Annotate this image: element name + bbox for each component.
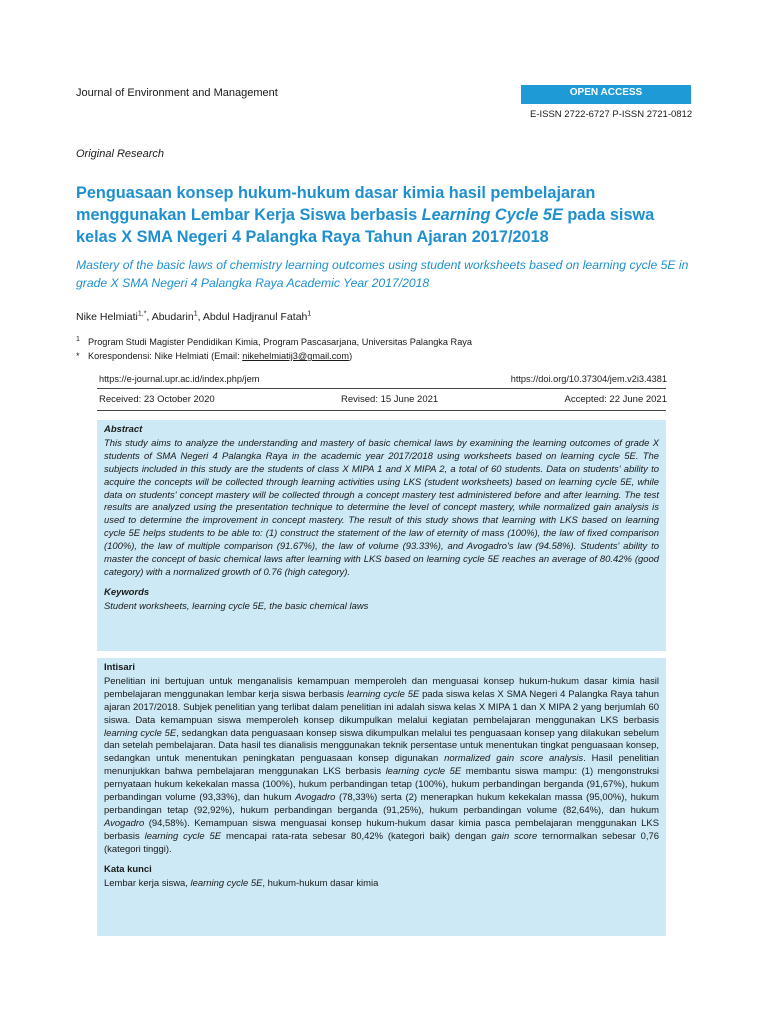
email-link[interactable]: nikehelmiatij3@gmail.com — [242, 351, 350, 361]
open-access-badge: OPEN ACCESS — [521, 85, 691, 104]
keywords-text: Student worksheets, learning cycle 5E, the basic chemical laws — [104, 600, 369, 612]
author-sup: 1 — [193, 310, 198, 318]
revised-date: Revised: 15 June 2021 — [341, 394, 439, 405]
dates-row — [99, 394, 667, 405]
intisari-heading: Intisari — [104, 662, 135, 673]
abstract-heading: Abstract — [104, 424, 143, 435]
accepted-date: Accepted: 22 June 2021 — [564, 394, 667, 405]
kata-kunci-heading: Kata kunci — [104, 863, 152, 875]
abstract-box — [97, 420, 666, 651]
affiliations — [76, 335, 472, 363]
affiliation-1: $^1$ Program Studi Magister Pendidikan Kimia, Program Pascasarjana, Universitas Palangka Raya — [76, 335, 473, 347]
author-sup: 1,* — [137, 310, 147, 318]
kata-kunci-text: Lembar kerja siswa, learning cycle 5E, hukum-hukum dasar kimia — [104, 877, 379, 889]
author-name: Abdul Hadjranul Fatah — [202, 311, 308, 323]
article-type: Original Research — [76, 148, 165, 160]
keywords-heading: Keywords — [104, 586, 150, 598]
author-list: Nike Helmiati$^{1,*}$, Abudarin$^1$, Abdul Hadjranul Fatah$^1$ — [76, 310, 312, 323]
abstract-text: This study aims to analyze the understanding and mastery of basic chemical laws by examining the learning outcomes of grade X students of SMA Negeri 4 Palangka Raya in the academic year 2017/2018 using worksheets based on learning cycle 5E. The subjects included in this study are the students of class X MIPA 1 and X MIPA 2, a total of 60 students. Data on students' ability to acquire the concepts will be collected through learning activities using LKS (student worksheets) based on learning cycle 5E, while data on students' concept mastery will be collected through a concept mastery test administered before and after learning. The test results are analyzed using the presentation technique to determine the level of concept mastery, while normalized gain analysis is used to determine the improvement in concept mastery. The result of this study shows that learning with LKS based on learning cycle 5E helps students to be able to: (1) construct the statement of the law of eternity of mass (100%), the law of fixed comparison (100%), the law of multiple comparison (91.67%), the law of volume (93.33%), and Avogadro's law (94.58%). Students' ability to master the concept of basic chemical laws after learning with LKS based on learning cycle 5E reaches an average of 80.42% (good category) with a normalized growth of 0.76 (high category). — [104, 437, 659, 578]
received-date: Received: 23 October 2020 — [99, 394, 215, 405]
intisari-box — [97, 658, 666, 936]
journal-url[interactable]: https://e-journal.upr.ac.id/index.php/jem — [99, 374, 260, 384]
article-title: Penguasaan konsep hukum-hukum dasar kimia hasil pembelajaran menggunakan Lembar Kerja Siswa berbasis Learning Cycle 5E pada siswa kelas X SMA Negeri 4 Palangka Raya Tahun Ajaran 2017/2018 — [76, 184, 655, 246]
article-subtitle: Mastery of the basic laws of chemistry learning outcomes using student worksheets based on learning cycle 5E in grade X SMA Negeri 4 Palangka Raya Academic Year 2017/2018 — [76, 258, 689, 290]
author-name: Abudarin — [151, 311, 194, 323]
correspondence: * Korespondensi: Nike Helmiati (Email: nikehelmiatij3@gmail.com) — [76, 351, 353, 361]
author-sup: 1 — [307, 310, 312, 318]
divider — [97, 388, 666, 389]
journal-name: Journal of Environment and Management — [76, 87, 278, 99]
links-row — [99, 374, 667, 384]
doi-link[interactable]: https://doi.org/10.37304/jem.v2i3.4381 — [510, 374, 667, 384]
issn: E-ISSN 2722-6727 P-ISSN 2721-0812 — [530, 109, 693, 120]
author-name: Nike Helmiati — [76, 311, 138, 323]
divider — [97, 410, 666, 411]
intisari-text: Penelitian ini bertujuan untuk menganalisis kemampuan memperoleh dan menguasai konsep hukum-hukum dasar kimia hasil pembelajaran menggunakan lembar kerja siswa berbasis learning cycle 5E pada siswa kelas X SMA Negeri 4 Palangka Raya tahun ajaran 2017/2018. Subjek penelitian yang terlibat dalam penelitian ini adalah siswa kelas X MIPA 1 dan X MIPA 2 yang berjumlah 60 siswa. Data kemampuan siswa memperoleh konsep dikumpulkan melalui kegiatan pembelajaran menggunakan LKS berbasis learning cycle 5E, sedangkan data penguasaan konsep siswa dikumpulkan melalui tes penguasaan konsep yang dilakukan sebelum dan setelah pembelajaran. Data hasil tes dianalisis menggunakan teknik persentase untuk menentukan tingkat penguasaan konsep, sedangkan untuk menentukan peningkatan penguasaan konsep digunakan normalized gain score analysis. Hasil penelitian menunjukkan bahwa pembelajaran menggunakan LKS berbasis learning cycle 5E membantu siswa mampu: (1) mengonstruksi pernyataan hukum kekekalan massa (100%), hukum perbandingan tetap (100%), hukum perbandingan berganda (91,67%), hukum perbandingan volume (93,33%), dan hukum Avogadro (78,33%) serta (2) menerapkan hukum kekekalan massa (95,00%), hukum perbandingan tetap (92,92%), hukum perbandingan berganda (91,25%), hukum perbandingan volume (82,64%), dan hukum Avogadro (94,58%). Kemampuan siswa menguasai konsep hukum-hukum dasar kimia pasca pembelajaran menggunakan LKS berbasis learning cycle 5E mencapai rata-rata sebesar 80,42% (kategori baik) dengan gain score ternormalkan sebesar 0,76 (kategori tinggi). — [104, 675, 660, 855]
